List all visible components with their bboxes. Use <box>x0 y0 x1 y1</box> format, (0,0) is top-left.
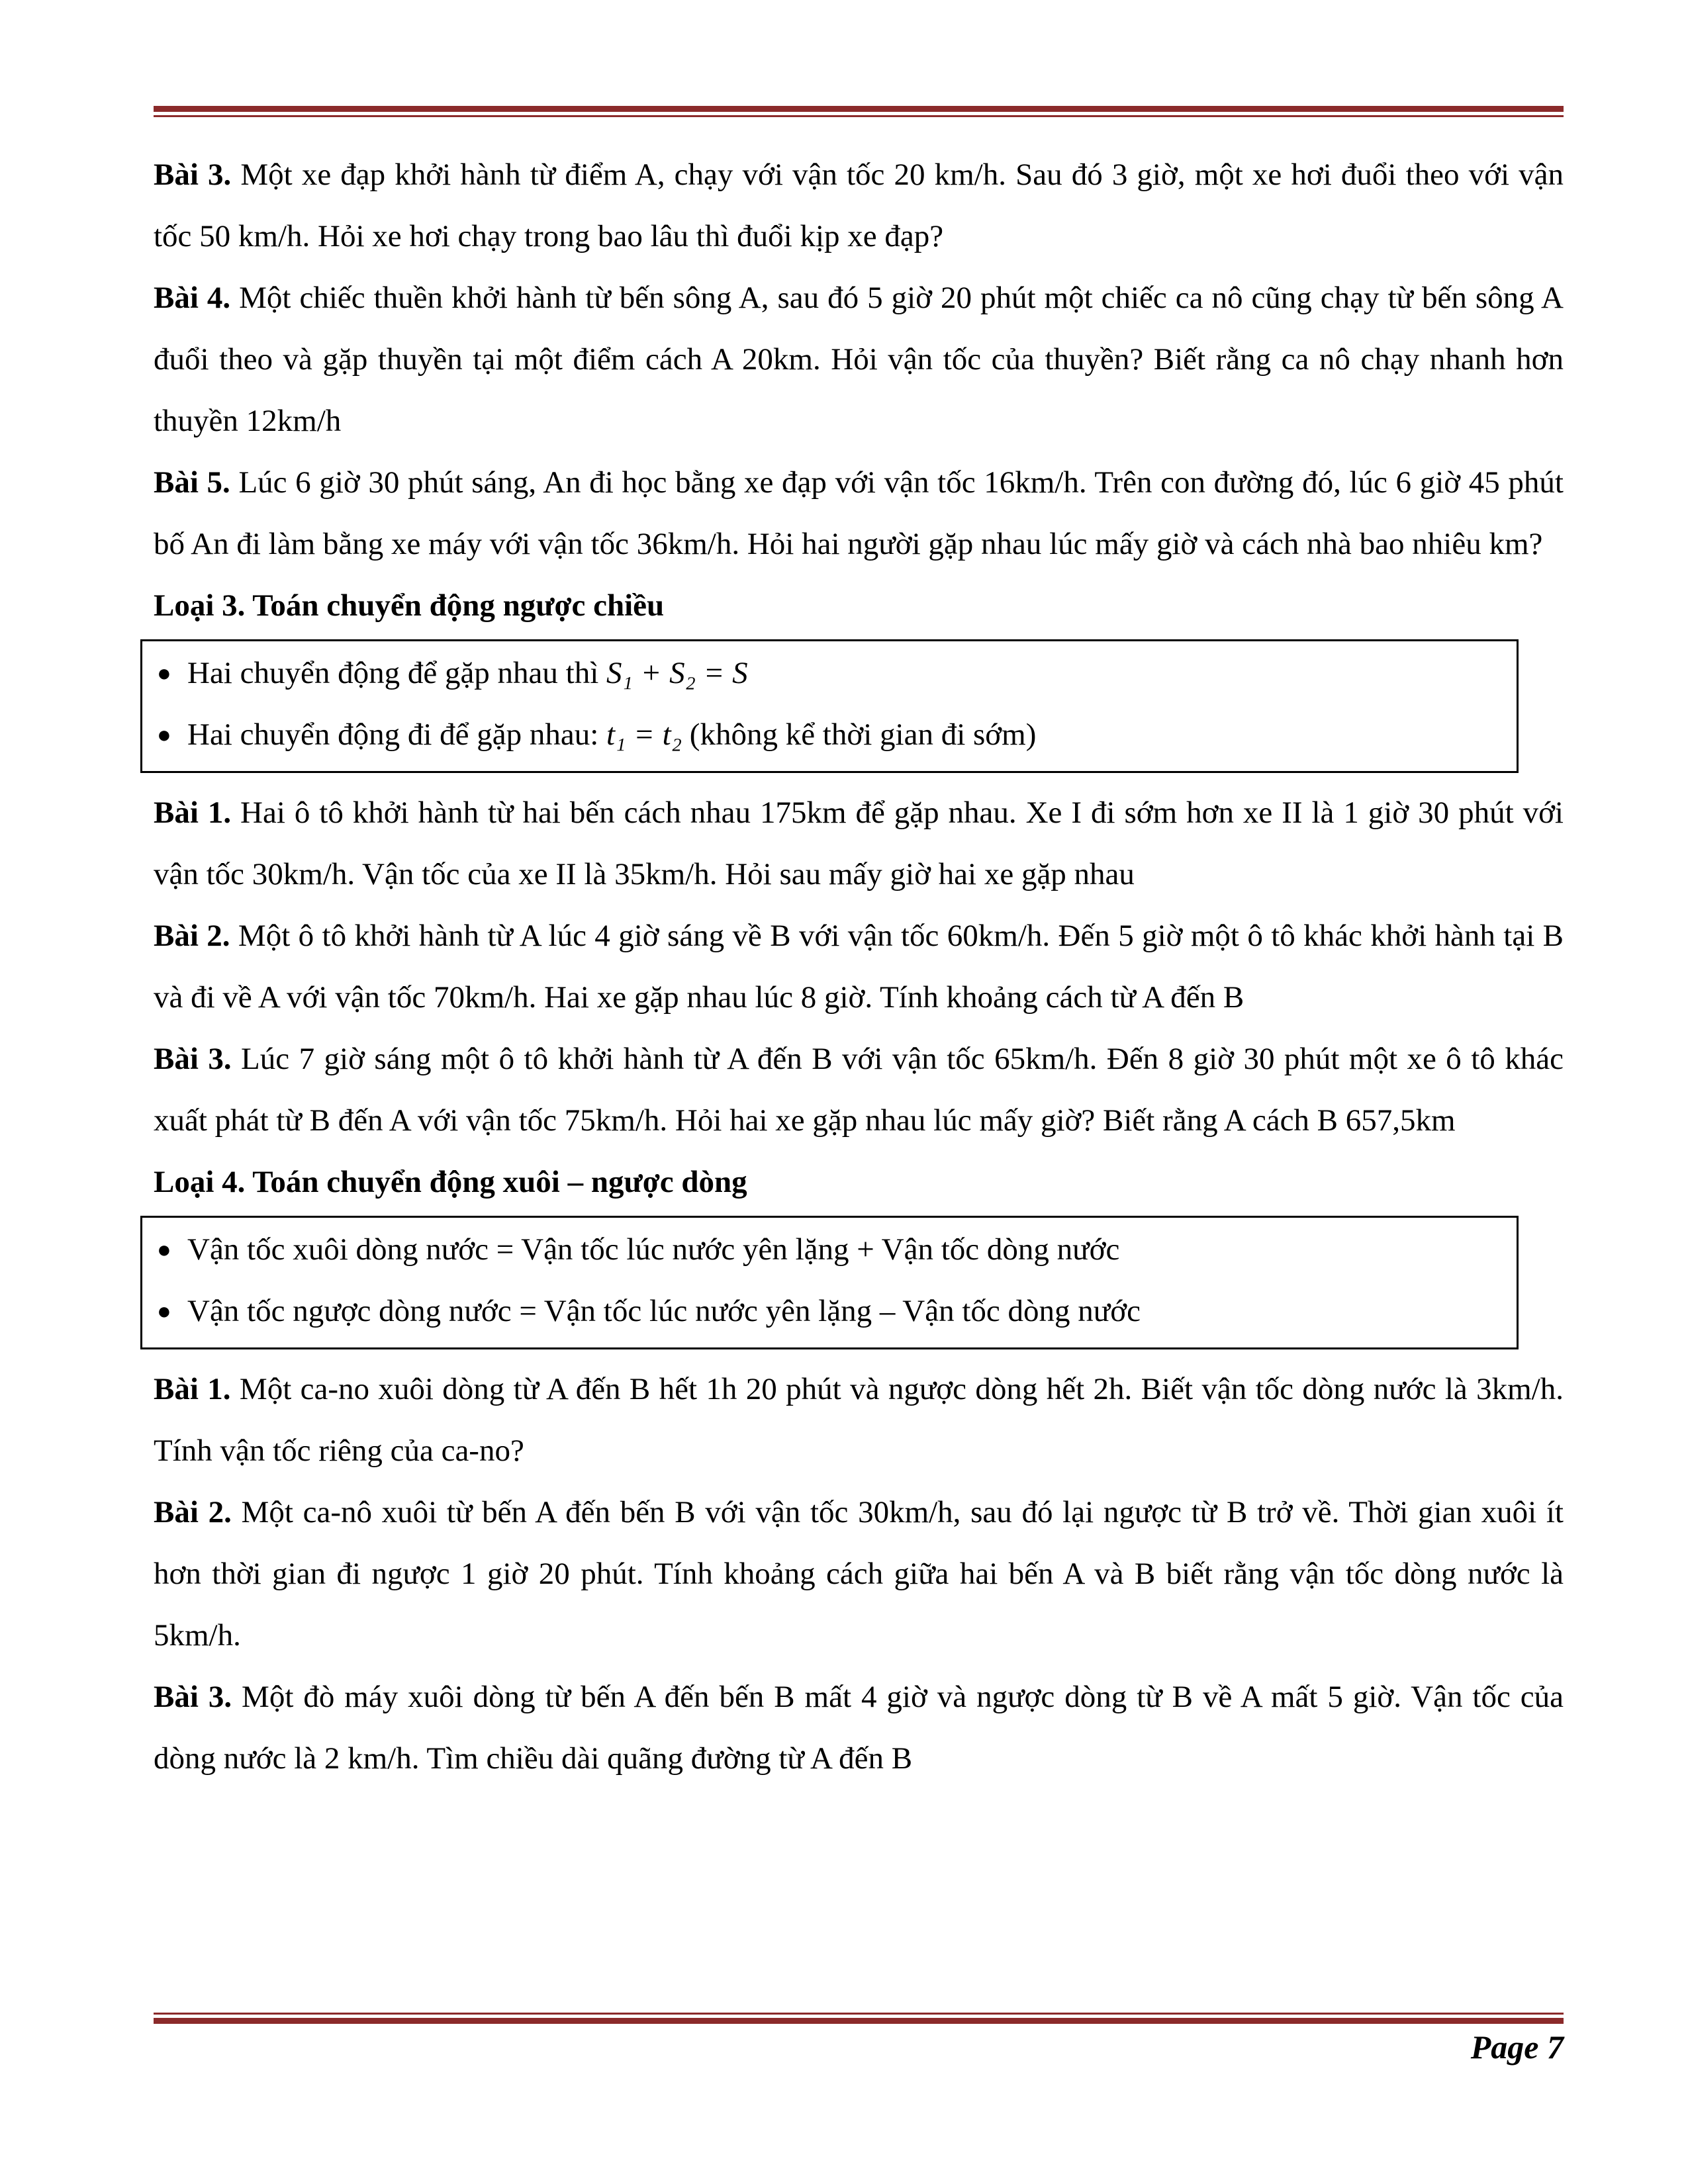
header-rule <box>154 106 1564 117</box>
problem: Bài 4. Một chiếc thuền khởi hành từ bến sông A, sau đó 5 giờ 20 phút một chiếc ca nô cũng chạy từ bến sông A đuổi theo và gặp thuyền tại một điểm cách A 20km. Hỏi vận tốc của thuyền? Biết rằng ca nô chạy nhanh hơn thuyền 12km/h <box>154 281 1564 438</box>
problem: Bài 1. Một ca-no xuôi dòng từ A đến B hết 1h 20 phút và ngược dòng hết 2h. Biết vận tốc dòng nước là 3km/h. Tính vận tốc riêng của ca-no? <box>154 1372 1564 1468</box>
formula: t₁ = t₂ <box>606 717 682 752</box>
formula-box <box>140 639 1519 773</box>
footer-rule <box>154 2009 1564 2024</box>
problem: Bài 2. Một ca-nô xuôi từ bến A đến bến B với vận tốc 30km/h, sau đó lại ngược từ B trở về. Thời gian xuôi ít hơn thời gian đi ngược 1 giờ 20 phút. Tính khoảng cách giữa hai bến A và B biết rằng vận tốc dòng nước là 5km/h. <box>154 1495 1564 1653</box>
problem: Bài 2. Một ô tô khởi hành từ A lúc 4 giờ sáng về B với vận tốc 60km/h. Đến 5 giờ một ô tô khác khởi hành tại B và đi về A với vận tốc 70km/h. Hai xe gặp nhau lúc 8 giờ. Tính khoảng cách từ A đến B <box>154 919 1564 1015</box>
formula: S₁ + S₂ = S <box>606 656 748 690</box>
problem: Bài 5. Lúc 6 giờ 30 phút sáng, An đi học bằng xe đạp với vận tốc 16km/h. Trên con đường đó, lúc 6 giờ 45 phút bố An đi làm bằng xe máy với vận tốc 36km/h. Hỏi hai người gặp nhau lúc mấy giờ và cách nhà bao nhiêu km? <box>154 465 1564 561</box>
problem: Bài 3. Một đò máy xuôi dòng từ bến A đến bến B mất 4 giờ và ngược dòng từ B về A mất 5 giờ. Vận tốc của dòng nước là 2 km/h. Tìm chiều dài quãng đường từ A đến B <box>154 1680 1564 1776</box>
page-number: Page 7 <box>1470 2028 1564 2066</box>
bullet-icon: ● <box>157 660 171 686</box>
formula-item: ● Vận tốc ngược dòng nước = Vận tốc lúc nước yên lặng – Vận tốc dòng nước <box>187 1281 1517 1342</box>
section-heading: Loại 4. Toán chuyển động xuôi – ngược dòng <box>154 1165 747 1199</box>
section-heading: Loại 3. Toán chuyển động ngược chiều <box>154 588 665 623</box>
bullet-icon: ● <box>157 1298 171 1324</box>
problem: Bài 3. Một xe đạp khởi hành từ điểm A, chạy với vận tốc 20 km/h. Sau đó 3 giờ, một xe hơi đuổi theo với vận tốc 50 km/h. Hỏi xe hơi chạy trong bao lâu thì đuổi kịp xe đạp? <box>154 158 1564 253</box>
problem: Bài 3. Lúc 7 giờ sáng một ô tô khởi hành từ A đến B với vận tốc 65km/h. Đến 8 giờ 30 phút một xe ô tô khác xuất phát từ B đến A với vận tốc 75km/h. Hỏi hai xe gặp nhau lúc mấy giờ? Biết rằng A cách B 657,5km <box>154 1042 1564 1138</box>
formula-item: ● Hai chuyển động đi để gặp nhau: t₁ = t₂ (không kể thời gian đi sớm) <box>187 704 1517 766</box>
bullet-icon: ● <box>157 1236 171 1263</box>
formula-item: ● Hai chuyển động để gặp nhau thì S₁ + S₂ = S <box>187 643 1517 704</box>
problem: Bài 1. Hai ô tô khởi hành từ hai bến cách nhau 175km để gặp nhau. Xe I đi sớm hơn xe II là 1 giờ 30 phút với vận tốc 30km/h. Vận tốc của xe II là 35km/h. Hỏi sau mấy giờ hai xe gặp nhau <box>154 796 1564 891</box>
formula-box <box>140 1216 1519 1349</box>
page-content <box>154 144 1564 1790</box>
formula-item: ● Vận tốc xuôi dòng nước = Vận tốc lúc nước yên lặng + Vận tốc dòng nước <box>187 1219 1517 1281</box>
bullet-icon: ● <box>157 721 171 748</box>
